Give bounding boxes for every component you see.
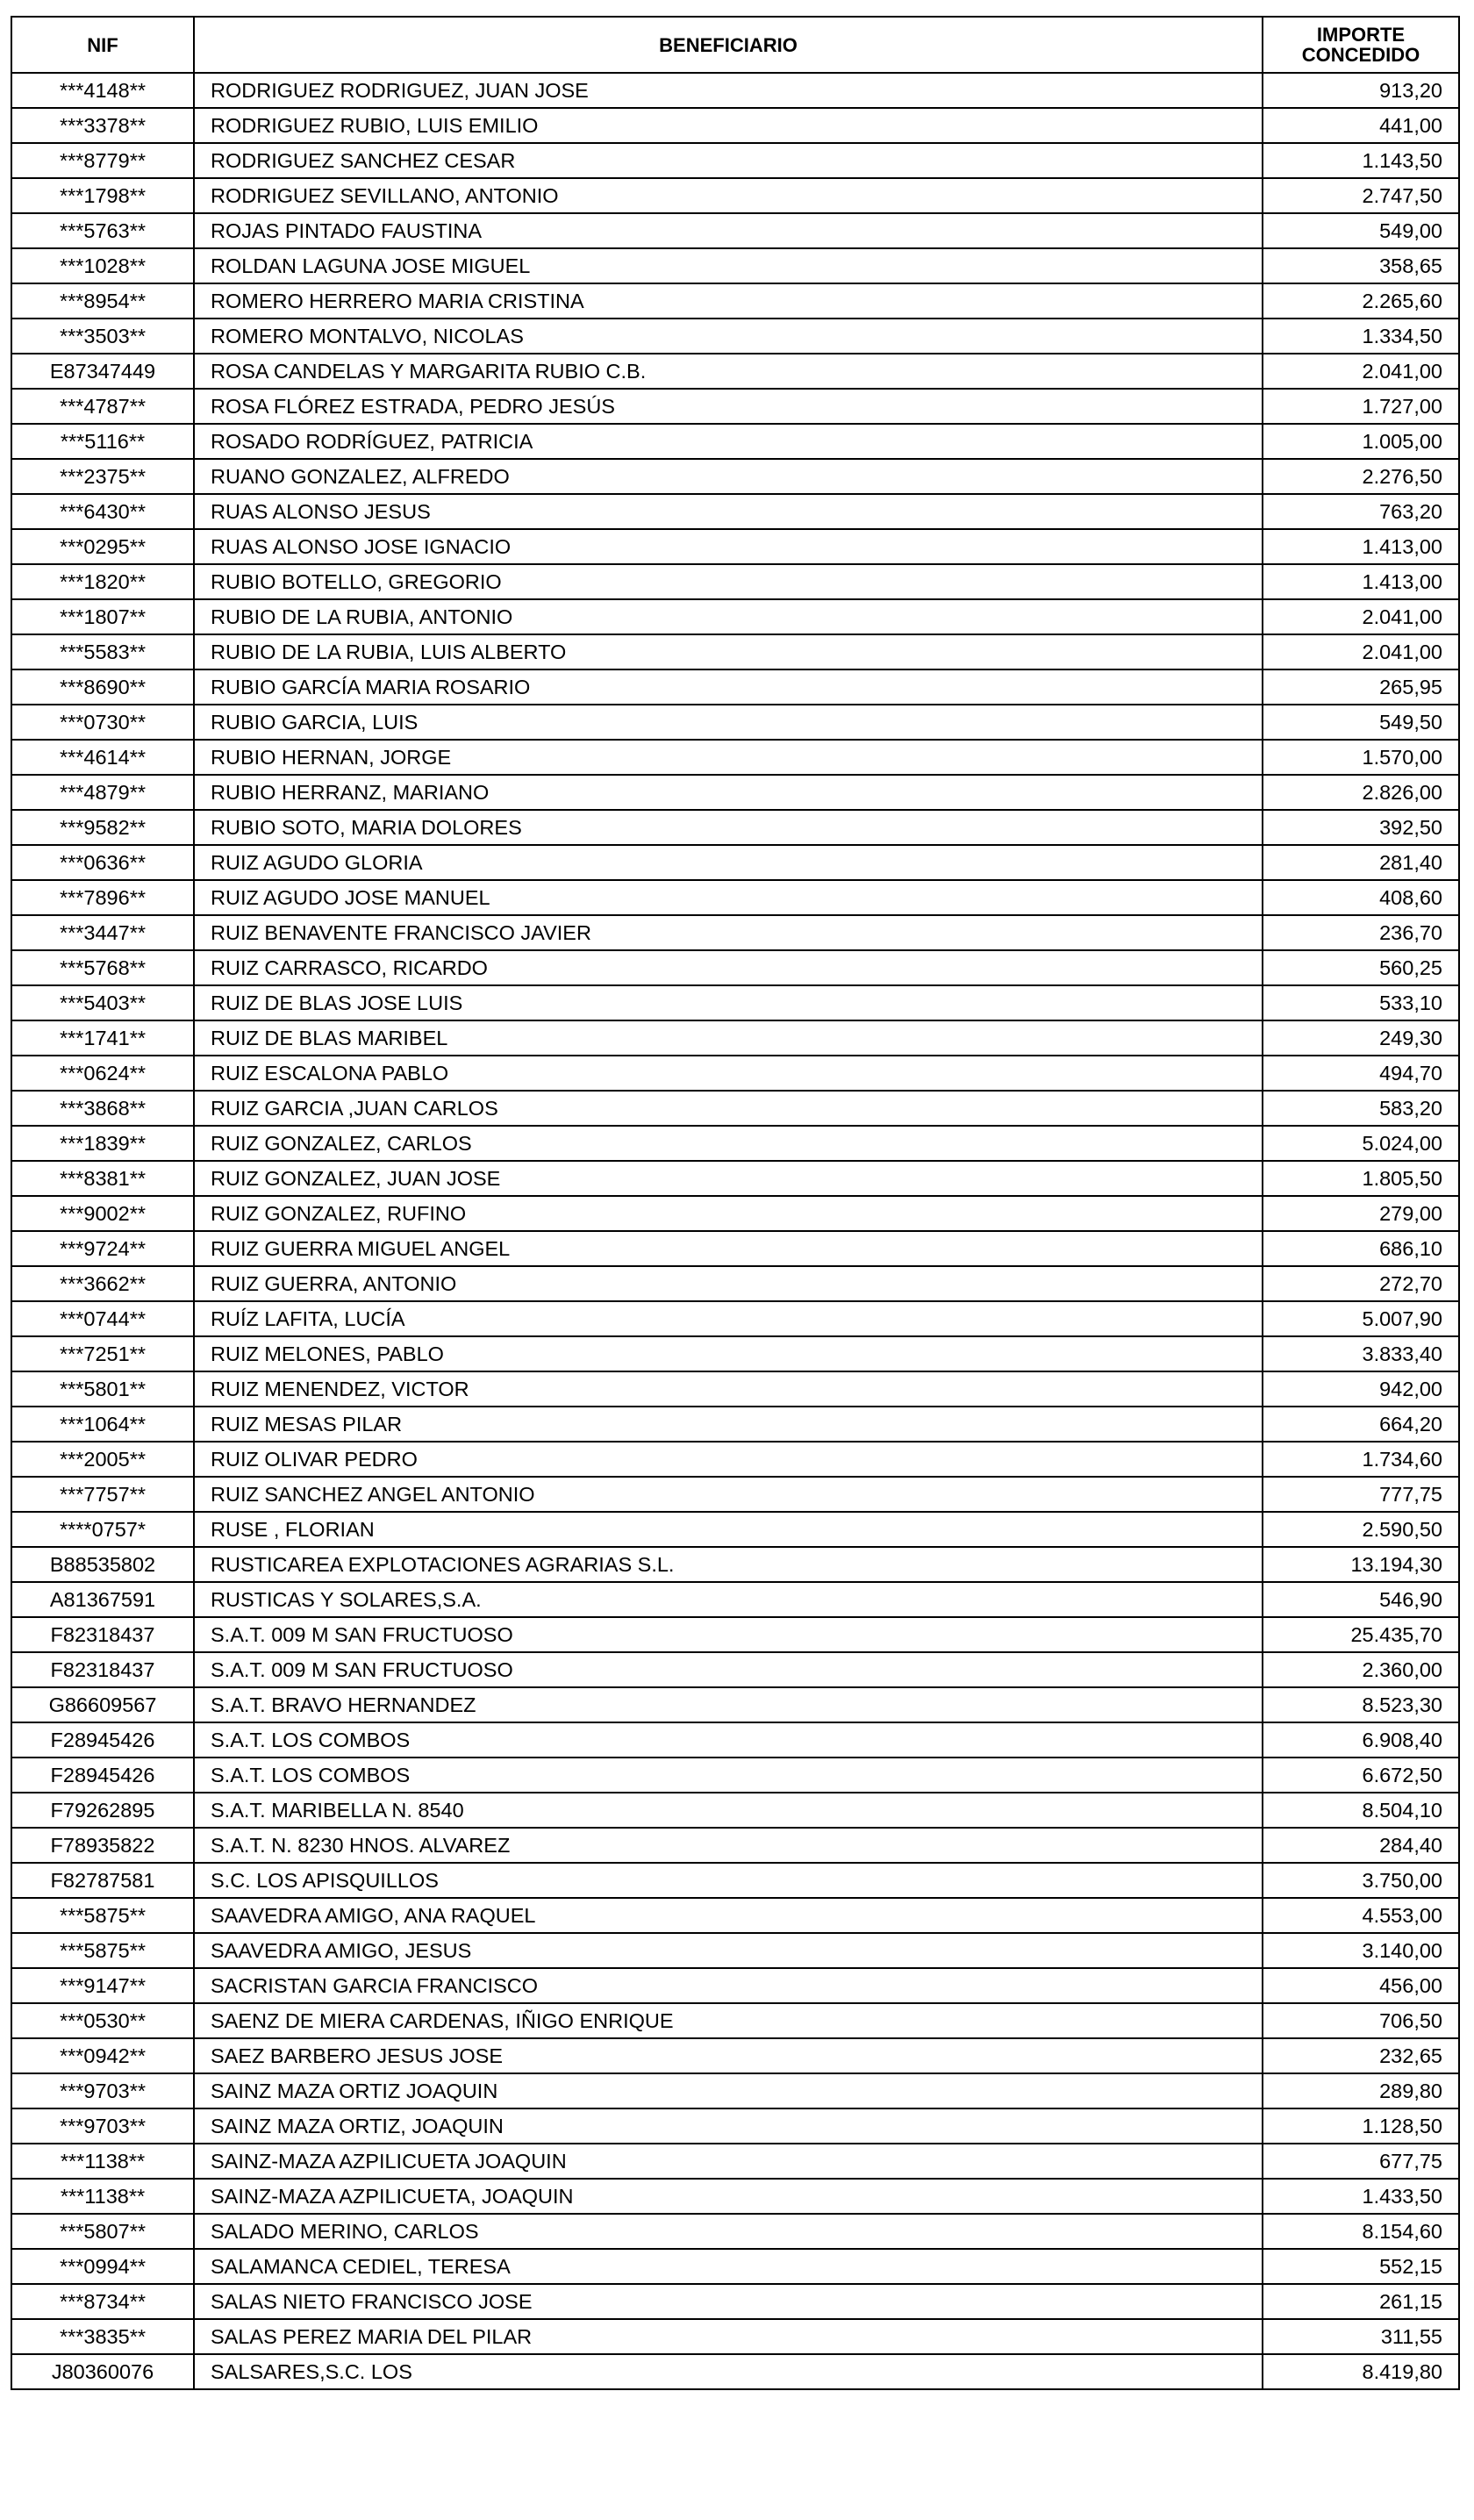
beneficiario-cell: RUIZ GUERRA MIGUEL ANGEL xyxy=(194,1231,1263,1266)
importe-cell: 583,20 xyxy=(1263,1091,1459,1126)
table-row xyxy=(11,950,1459,985)
nif-cell: ***3835** xyxy=(11,2319,194,2354)
importe-cell: 494,70 xyxy=(1263,1056,1459,1091)
beneficiario-cell: RUIZ ESCALONA PABLO xyxy=(194,1056,1263,1091)
beneficiario-cell: SAINZ-MAZA AZPILICUETA, JOAQUIN xyxy=(194,2179,1263,2214)
importe-cell: 2.041,00 xyxy=(1263,354,1459,389)
importe-cell: 1.143,50 xyxy=(1263,143,1459,178)
beneficiario-cell: RUBIO GARCÍA MARIA ROSARIO xyxy=(194,669,1263,705)
importe-cell: 3.140,00 xyxy=(1263,1933,1459,1968)
table-row xyxy=(11,1161,1459,1196)
beneficiario-cell: RUIZ GARCIA ,JUAN CARLOS xyxy=(194,1091,1263,1126)
importe-cell: 560,25 xyxy=(1263,950,1459,985)
importe-cell: 2.041,00 xyxy=(1263,634,1459,669)
header-importe-concedido xyxy=(1263,17,1459,73)
nif-cell: ***3503** xyxy=(11,319,194,354)
importe-cell: 763,20 xyxy=(1263,494,1459,529)
importe-cell: 4.553,00 xyxy=(1263,1898,1459,1933)
importe-cell: 265,95 xyxy=(1263,669,1459,705)
beneficiario-cell: RODRIGUEZ SEVILLANO, ANTONIO xyxy=(194,178,1263,213)
table-row xyxy=(11,2214,1459,2249)
table-row xyxy=(11,1091,1459,1126)
table-row xyxy=(11,1301,1459,1336)
nif-cell: E87347449 xyxy=(11,354,194,389)
nif-cell: ***1741** xyxy=(11,1020,194,1056)
table-row xyxy=(11,1336,1459,1371)
table-row xyxy=(11,915,1459,950)
table-row xyxy=(11,1477,1459,1512)
importe-cell: 236,70 xyxy=(1263,915,1459,950)
table-row xyxy=(11,1231,1459,1266)
beneficiario-cell: S.A.T. BRAVO HERNANDEZ xyxy=(194,1687,1263,1722)
table-row xyxy=(11,985,1459,1020)
beneficiario-cell: S.A.T. MARIBELLA N. 8540 xyxy=(194,1793,1263,1828)
nif-cell: ***9724** xyxy=(11,1231,194,1266)
importe-cell: 2.747,50 xyxy=(1263,178,1459,213)
table-row xyxy=(11,73,1459,108)
importe-cell: 1.413,00 xyxy=(1263,529,1459,564)
nif-cell: ***8954** xyxy=(11,283,194,319)
importe-cell: 1.128,50 xyxy=(1263,2108,1459,2144)
importe-cell: 664,20 xyxy=(1263,1407,1459,1442)
table-row xyxy=(11,1512,1459,1547)
table-row xyxy=(11,1547,1459,1582)
nif-cell: ***1064** xyxy=(11,1407,194,1442)
nif-cell: ***9002** xyxy=(11,1196,194,1231)
importe-cell: 8.419,80 xyxy=(1263,2354,1459,2389)
nif-cell: ***1798** xyxy=(11,178,194,213)
importe-cell: 706,50 xyxy=(1263,2003,1459,2038)
importe-cell: 1.433,50 xyxy=(1263,2179,1459,2214)
importe-cell: 279,00 xyxy=(1263,1196,1459,1231)
nif-cell: ***4614** xyxy=(11,740,194,775)
nif-cell: ***8734** xyxy=(11,2284,194,2319)
beneficiario-cell: SAAVEDRA AMIGO, JESUS xyxy=(194,1933,1263,1968)
beneficiario-cell: RODRIGUEZ SANCHEZ CESAR xyxy=(194,143,1263,178)
beneficiario-cell: S.A.T. LOS COMBOS xyxy=(194,1722,1263,1758)
table-row xyxy=(11,283,1459,319)
beneficiario-cell: RUIZ AGUDO JOSE MANUEL xyxy=(194,880,1263,915)
table-row xyxy=(11,1793,1459,1828)
beneficiario-cell: ROJAS PINTADO FAUSTINA xyxy=(194,213,1263,248)
nif-cell: ***0636** xyxy=(11,845,194,880)
beneficiario-cell: RUIZ CARRASCO, RICARDO xyxy=(194,950,1263,985)
header-importe-line2: CONCEDIDO xyxy=(1301,44,1420,66)
nif-cell: F82318437 xyxy=(11,1652,194,1687)
beneficiario-cell: RODRIGUEZ RUBIO, LUIS EMILIO xyxy=(194,108,1263,143)
importe-cell: 2.041,00 xyxy=(1263,599,1459,634)
importe-cell: 1.413,00 xyxy=(1263,564,1459,599)
header-row xyxy=(11,17,1459,73)
table-row xyxy=(11,178,1459,213)
nif-cell: B88535802 xyxy=(11,1547,194,1582)
table-row xyxy=(11,1758,1459,1793)
table-header xyxy=(11,17,1459,73)
importe-cell: 3.833,40 xyxy=(1263,1336,1459,1371)
table-row xyxy=(11,740,1459,775)
nif-cell: ***7896** xyxy=(11,880,194,915)
nif-cell: ***7251** xyxy=(11,1336,194,1371)
beneficiario-cell: RUIZ MENENDEZ, VICTOR xyxy=(194,1371,1263,1407)
table-row xyxy=(11,424,1459,459)
beneficiario-cell: RUIZ MESAS PILAR xyxy=(194,1407,1263,1442)
table-row xyxy=(11,529,1459,564)
importe-cell: 549,50 xyxy=(1263,705,1459,740)
beneficiario-cell: RUBIO SOTO, MARIA DOLORES xyxy=(194,810,1263,845)
nif-cell: ***1028** xyxy=(11,248,194,283)
importe-cell: 1.005,00 xyxy=(1263,424,1459,459)
table-row xyxy=(11,1617,1459,1652)
importe-cell: 533,10 xyxy=(1263,985,1459,1020)
nif-cell: ***1839** xyxy=(11,1126,194,1161)
beneficiario-cell: ROMERO MONTALVO, NICOLAS xyxy=(194,319,1263,354)
importe-cell: 2.590,50 xyxy=(1263,1512,1459,1547)
importe-cell: 1.805,50 xyxy=(1263,1161,1459,1196)
table-row xyxy=(11,2319,1459,2354)
importe-cell: 2.826,00 xyxy=(1263,775,1459,810)
table-row xyxy=(11,1582,1459,1617)
beneficiario-cell: RUIZ MELONES, PABLO xyxy=(194,1336,1263,1371)
beneficiario-cell: ROMERO HERRERO MARIA CRISTINA xyxy=(194,283,1263,319)
nif-cell: ***9703** xyxy=(11,2108,194,2144)
importe-cell: 2.276,50 xyxy=(1263,459,1459,494)
table-row xyxy=(11,2038,1459,2073)
nif-cell: ***9147** xyxy=(11,1968,194,2003)
beneficiario-cell: RUIZ BENAVENTE FRANCISCO JAVIER xyxy=(194,915,1263,950)
beneficiario-cell: RUAS ALONSO JESUS xyxy=(194,494,1263,529)
nif-cell: ***8779** xyxy=(11,143,194,178)
nif-cell: ***5875** xyxy=(11,1898,194,1933)
table-row xyxy=(11,2144,1459,2179)
beneficiario-cell: RUIZ GONZALEZ, RUFINO xyxy=(194,1196,1263,1231)
importe-cell: 777,75 xyxy=(1263,1477,1459,1512)
table-row xyxy=(11,494,1459,529)
table-row xyxy=(11,880,1459,915)
beneficiaries-table xyxy=(11,16,1460,2390)
nif-cell: ***2375** xyxy=(11,459,194,494)
nif-cell: F82787581 xyxy=(11,1863,194,1898)
beneficiario-cell: S.A.T. 009 M SAN FRUCTUOSO xyxy=(194,1652,1263,1687)
importe-cell: 25.435,70 xyxy=(1263,1617,1459,1652)
nif-cell: J80360076 xyxy=(11,2354,194,2389)
beneficiario-cell: RUSTICAS Y SOLARES,S.A. xyxy=(194,1582,1263,1617)
beneficiario-cell: RUIZ GUERRA, ANTONIO xyxy=(194,1266,1263,1301)
nif-cell: ***5768** xyxy=(11,950,194,985)
nif-cell: ***5583** xyxy=(11,634,194,669)
nif-cell: ****0757* xyxy=(11,1512,194,1547)
table-row xyxy=(11,775,1459,810)
nif-cell: ***5116** xyxy=(11,424,194,459)
table-row xyxy=(11,1652,1459,1687)
nif-cell: ***8690** xyxy=(11,669,194,705)
importe-cell: 2.360,00 xyxy=(1263,1652,1459,1687)
nif-cell: ***0994** xyxy=(11,2249,194,2284)
beneficiario-cell: SACRISTAN GARCIA FRANCISCO xyxy=(194,1968,1263,2003)
importe-cell: 546,90 xyxy=(1263,1582,1459,1617)
table-row xyxy=(11,2354,1459,2389)
importe-cell: 6.672,50 xyxy=(1263,1758,1459,1793)
nif-cell: F82318437 xyxy=(11,1617,194,1652)
beneficiaries-sheet xyxy=(11,16,1458,2390)
table-row xyxy=(11,213,1459,248)
beneficiario-cell: RUSE , FLORIAN xyxy=(194,1512,1263,1547)
importe-cell: 441,00 xyxy=(1263,108,1459,143)
beneficiario-cell: RUÍZ LAFITA, LUCÍA xyxy=(194,1301,1263,1336)
beneficiario-cell: SAENZ DE MIERA CARDENAS, IÑIGO ENRIQUE xyxy=(194,2003,1263,2038)
importe-cell: 552,15 xyxy=(1263,2249,1459,2284)
importe-cell: 272,70 xyxy=(1263,1266,1459,1301)
table-row xyxy=(11,1898,1459,1933)
nif-cell: ***0730** xyxy=(11,705,194,740)
nif-cell: ***0624** xyxy=(11,1056,194,1091)
importe-cell: 249,30 xyxy=(1263,1020,1459,1056)
nif-cell: ***9703** xyxy=(11,2073,194,2108)
table-row xyxy=(11,248,1459,283)
importe-cell: 1.570,00 xyxy=(1263,740,1459,775)
nif-cell: F28945426 xyxy=(11,1758,194,1793)
table-row xyxy=(11,1968,1459,2003)
beneficiario-cell: SAEZ BARBERO JESUS JOSE xyxy=(194,2038,1263,2073)
table-row xyxy=(11,143,1459,178)
nif-cell: ***3378** xyxy=(11,108,194,143)
beneficiario-cell: RUSTICAREA EXPLOTACIONES AGRARIAS S.L. xyxy=(194,1547,1263,1582)
header-beneficiario: BENEFICIARIO xyxy=(194,17,1263,73)
beneficiario-cell: S.C. LOS APISQUILLOS xyxy=(194,1863,1263,1898)
nif-cell: ***4787** xyxy=(11,389,194,424)
beneficiario-cell: RUBIO HERNAN, JORGE xyxy=(194,740,1263,775)
table-row xyxy=(11,1722,1459,1758)
beneficiario-cell: S.A.T. 009 M SAN FRUCTUOSO xyxy=(194,1617,1263,1652)
importe-cell: 677,75 xyxy=(1263,2144,1459,2179)
importe-cell: 289,80 xyxy=(1263,2073,1459,2108)
beneficiario-cell: SALAMANCA CEDIEL, TERESA xyxy=(194,2249,1263,2284)
nif-cell: ***7757** xyxy=(11,1477,194,1512)
nif-cell: F78935822 xyxy=(11,1828,194,1863)
nif-cell: ***6430** xyxy=(11,494,194,529)
importe-cell: 549,00 xyxy=(1263,213,1459,248)
nif-cell: ***3662** xyxy=(11,1266,194,1301)
beneficiario-cell: RUIZ OLIVAR PEDRO xyxy=(194,1442,1263,1477)
beneficiario-cell: S.A.T. N. 8230 HNOS. ALVAREZ xyxy=(194,1828,1263,1863)
beneficiario-cell: SALSARES,S.C. LOS xyxy=(194,2354,1263,2389)
table-row xyxy=(11,1266,1459,1301)
beneficiario-cell: RUBIO HERRANZ, MARIANO xyxy=(194,775,1263,810)
beneficiario-cell: SAINZ MAZA ORTIZ JOAQUIN xyxy=(194,2073,1263,2108)
table-row xyxy=(11,669,1459,705)
importe-cell: 232,65 xyxy=(1263,2038,1459,2073)
importe-cell: 942,00 xyxy=(1263,1371,1459,1407)
beneficiario-cell: RODRIGUEZ RODRIGUEZ, JUAN JOSE xyxy=(194,73,1263,108)
table-row xyxy=(11,1407,1459,1442)
nif-cell: ***3868** xyxy=(11,1091,194,1126)
nif-cell: ***0295** xyxy=(11,529,194,564)
table-row xyxy=(11,564,1459,599)
nif-cell: F79262895 xyxy=(11,1793,194,1828)
table-row xyxy=(11,2284,1459,2319)
importe-cell: 311,55 xyxy=(1263,2319,1459,2354)
beneficiario-cell: ROLDAN LAGUNA JOSE MIGUEL xyxy=(194,248,1263,283)
importe-cell: 8.523,30 xyxy=(1263,1687,1459,1722)
beneficiario-cell: RUAS ALONSO JOSE IGNACIO xyxy=(194,529,1263,564)
importe-cell: 913,20 xyxy=(1263,73,1459,108)
nif-cell: ***0744** xyxy=(11,1301,194,1336)
nif-cell: ***8381** xyxy=(11,1161,194,1196)
nif-cell: ***5875** xyxy=(11,1933,194,1968)
nif-cell: ***5801** xyxy=(11,1371,194,1407)
table-row xyxy=(11,2108,1459,2144)
importe-cell: 5.007,90 xyxy=(1263,1301,1459,1336)
table-row xyxy=(11,1863,1459,1898)
table-row xyxy=(11,1828,1459,1863)
importe-cell: 3.750,00 xyxy=(1263,1863,1459,1898)
beneficiario-cell: SALADO MERINO, CARLOS xyxy=(194,2214,1263,2249)
nif-cell: ***5807** xyxy=(11,2214,194,2249)
nif-cell: ***9582** xyxy=(11,810,194,845)
beneficiario-cell: RUBIO DE LA RUBIA, ANTONIO xyxy=(194,599,1263,634)
table-row xyxy=(11,354,1459,389)
importe-cell: 8.154,60 xyxy=(1263,2214,1459,2249)
nif-cell: ***0942** xyxy=(11,2038,194,2073)
importe-cell: 261,15 xyxy=(1263,2284,1459,2319)
nif-cell: ***1138** xyxy=(11,2179,194,2214)
nif-cell: G86609567 xyxy=(11,1687,194,1722)
beneficiario-cell: RUBIO DE LA RUBIA, LUIS ALBERTO xyxy=(194,634,1263,669)
importe-cell: 456,00 xyxy=(1263,1968,1459,2003)
importe-cell: 284,40 xyxy=(1263,1828,1459,1863)
beneficiario-cell: SAINZ-MAZA AZPILICUETA JOAQUIN xyxy=(194,2144,1263,2179)
table-row xyxy=(11,319,1459,354)
table-row xyxy=(11,1933,1459,1968)
table-row xyxy=(11,1442,1459,1477)
header-importe-line1: IMPORTE xyxy=(1316,24,1406,46)
table-row xyxy=(11,108,1459,143)
importe-cell: 686,10 xyxy=(1263,1231,1459,1266)
nif-cell: ***1807** xyxy=(11,599,194,634)
nif-cell: F28945426 xyxy=(11,1722,194,1758)
table-row xyxy=(11,810,1459,845)
beneficiario-cell: RUIZ SANCHEZ ANGEL ANTONIO xyxy=(194,1477,1263,1512)
table-row xyxy=(11,705,1459,740)
beneficiario-cell: ROSADO RODRÍGUEZ, PATRICIA xyxy=(194,424,1263,459)
nif-cell: ***3447** xyxy=(11,915,194,950)
table-row xyxy=(11,1687,1459,1722)
importe-cell: 13.194,30 xyxy=(1263,1547,1459,1582)
table-row xyxy=(11,2249,1459,2284)
importe-cell: 408,60 xyxy=(1263,880,1459,915)
importe-cell: 8.504,10 xyxy=(1263,1793,1459,1828)
beneficiario-cell: RUBIO GARCIA, LUIS xyxy=(194,705,1263,740)
beneficiario-cell: RUIZ GONZALEZ, CARLOS xyxy=(194,1126,1263,1161)
nif-cell: ***4148** xyxy=(11,73,194,108)
nif-cell: ***1820** xyxy=(11,564,194,599)
importe-cell: 392,50 xyxy=(1263,810,1459,845)
importe-cell: 5.024,00 xyxy=(1263,1126,1459,1161)
beneficiario-cell: RUIZ DE BLAS JOSE LUIS xyxy=(194,985,1263,1020)
beneficiario-cell: RUIZ DE BLAS MARIBEL xyxy=(194,1020,1263,1056)
table-row xyxy=(11,2003,1459,2038)
importe-cell: 2.265,60 xyxy=(1263,283,1459,319)
beneficiario-cell: RUIZ AGUDO GLORIA xyxy=(194,845,1263,880)
table-row xyxy=(11,1196,1459,1231)
table-row xyxy=(11,599,1459,634)
table-row xyxy=(11,1056,1459,1091)
importe-cell: 281,40 xyxy=(1263,845,1459,880)
table-row xyxy=(11,2073,1459,2108)
beneficiario-cell: SALAS PEREZ MARIA DEL PILAR xyxy=(194,2319,1263,2354)
nif-cell: A81367591 xyxy=(11,1582,194,1617)
nif-cell: ***4879** xyxy=(11,775,194,810)
beneficiario-cell: SAAVEDRA AMIGO, ANA RAQUEL xyxy=(194,1898,1263,1933)
beneficiario-cell: ROSA CANDELAS Y MARGARITA RUBIO C.B. xyxy=(194,354,1263,389)
beneficiario-cell: SAINZ MAZA ORTIZ, JOAQUIN xyxy=(194,2108,1263,2144)
beneficiario-cell: RUIZ GONZALEZ, JUAN JOSE xyxy=(194,1161,1263,1196)
nif-cell: ***1138** xyxy=(11,2144,194,2179)
importe-cell: 6.908,40 xyxy=(1263,1722,1459,1758)
beneficiario-cell: S.A.T. LOS COMBOS xyxy=(194,1758,1263,1793)
beneficiario-cell: SALAS NIETO FRANCISCO JOSE xyxy=(194,2284,1263,2319)
nif-cell: ***5403** xyxy=(11,985,194,1020)
nif-cell: ***5763** xyxy=(11,213,194,248)
table-row xyxy=(11,845,1459,880)
table-row xyxy=(11,459,1459,494)
table-row xyxy=(11,634,1459,669)
importe-cell: 1.727,00 xyxy=(1263,389,1459,424)
table-body xyxy=(11,73,1459,2389)
beneficiario-cell: ROSA FLÓREZ ESTRADA, PEDRO JESÚS xyxy=(194,389,1263,424)
importe-cell: 1.334,50 xyxy=(1263,319,1459,354)
importe-cell: 1.734,60 xyxy=(1263,1442,1459,1477)
table-row xyxy=(11,1371,1459,1407)
table-row xyxy=(11,389,1459,424)
header-nif: NIF xyxy=(11,17,194,73)
importe-cell: 358,65 xyxy=(1263,248,1459,283)
nif-cell: ***0530** xyxy=(11,2003,194,2038)
table-row xyxy=(11,1020,1459,1056)
nif-cell: ***2005** xyxy=(11,1442,194,1477)
beneficiario-cell: RUANO GONZALEZ, ALFREDO xyxy=(194,459,1263,494)
table-row xyxy=(11,1126,1459,1161)
beneficiario-cell: RUBIO BOTELLO, GREGORIO xyxy=(194,564,1263,599)
table-row xyxy=(11,2179,1459,2214)
